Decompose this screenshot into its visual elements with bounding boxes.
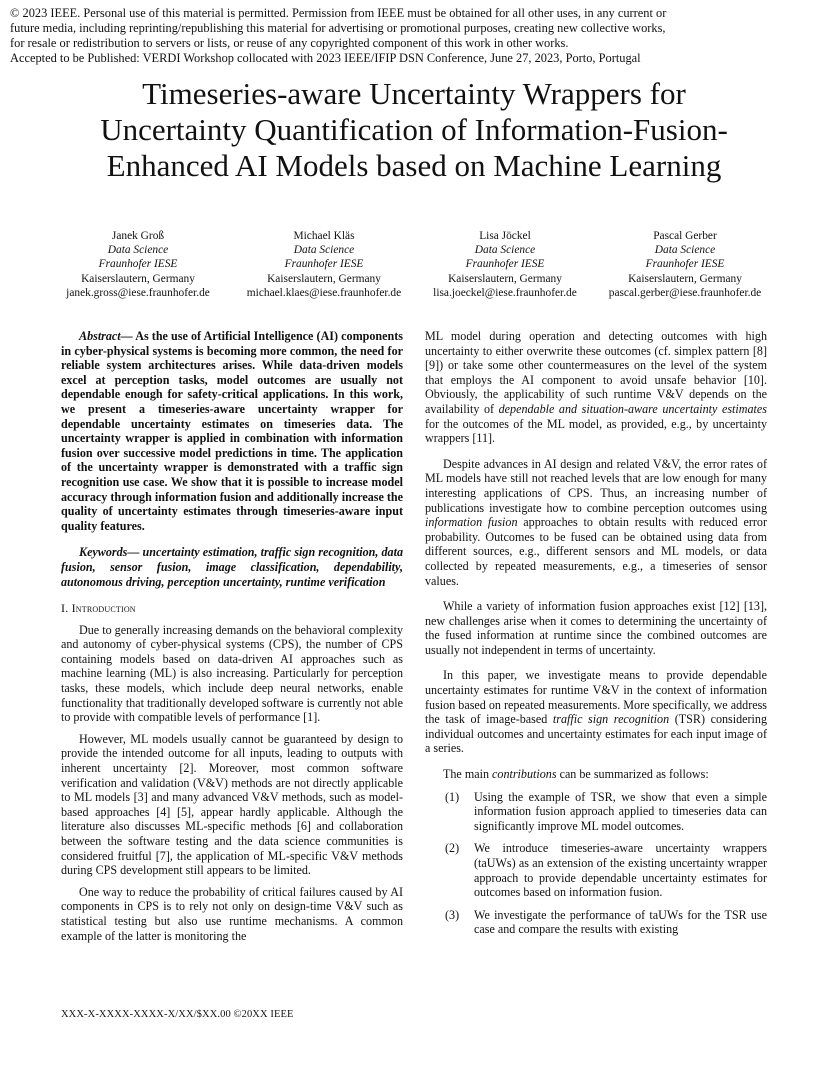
- text-run: ML model during operation and detecting outcomes with high uncertainty to either overwrite these outcomes (cf. simplex pattern [8] [9]) or take some other countermeasures on the level of the system that employs the AI component to avoid unsafe behavior [10]. Obviously, the applicability of such runtime V&V depends on the availability of: [425, 329, 767, 416]
- author-org: Fraunhofer IESE: [465, 258, 545, 271]
- list-text: We investigate the performance of taUWs for the TSR use case and compare the results with existing: [474, 907, 767, 937]
- copyright-notice: [10, 6, 822, 66]
- list-number: (1): [445, 789, 460, 804]
- contributions-list: [425, 790, 767, 937]
- list-item: [425, 841, 767, 899]
- paragraph: Due to generally increasing demands on the behavioral complexity and autonomy of cyber-physical systems (CPS), the number of CPS containing models based on data-driven AI approaches such as machine learning (ML) is also increasing. Particularly for perception tasks, these models, which include deep neural networks, enable functionality that traditionally developed software is currently not able to provide with compatible levels of performance [1].: [61, 622, 403, 725]
- copyright-line: future media, including reprinting/republishing this material for advertising or promotional purposes, creating new collective works,: [10, 21, 666, 35]
- author-city: Kaiserslautern, Germany: [628, 272, 742, 285]
- title-line: Uncertainty Quantification of Information-Fusion-: [100, 112, 728, 147]
- author-dept: Data Science: [654, 244, 716, 257]
- text-run: for the outcomes of the ML model, as provided, e.g., by uncertainty wrappers [11].: [425, 416, 767, 446]
- author-email: janek.gross@iese.fraunhofer.de: [66, 286, 210, 299]
- text-run: can be summarized as follows:: [556, 767, 709, 782]
- emphasis: dependable and situation-aware uncertainty estimates: [498, 401, 767, 416]
- author-org: Fraunhofer IESE: [98, 258, 178, 271]
- list-item: [425, 790, 767, 834]
- author-dept: Data Science: [107, 244, 169, 257]
- author-name: Lisa Jöckel: [479, 230, 531, 242]
- paragraph: While a variety of information fusion approaches exist [12] [13], new challenges arise when it comes to determining the uncertainty of the fused information at runtime since the combined outcomes are usually not independent in terms of uncertainty.: [425, 599, 767, 657]
- abstract-lead: Abstract—: [79, 329, 133, 343]
- emphasis: information fusion: [425, 515, 518, 530]
- author-city: Kaiserslautern, Germany: [81, 272, 195, 285]
- author-email: pascal.gerber@iese.fraunhofer.de: [608, 286, 762, 299]
- paragraph: One way to reduce the probability of critical failures caused by AI components in CPS is to rely not only on design-time V&V such as statistical testing but also use runtime mechanisms. A common example of the latter is monitoring the: [61, 884, 403, 943]
- list-text: Using the example of TSR, we show that even a simple information fusion approach applied to timeseries data can significantly improve ML model outcomes.: [474, 789, 767, 833]
- section-title: Introduction: [71, 601, 136, 616]
- author-dept: Data Science: [293, 244, 355, 257]
- list-item: [425, 908, 767, 937]
- author-block: [234, 229, 414, 300]
- text-run: (TSR) considering individual outcomes and uncertainty estimates for each input image of a series.: [425, 712, 767, 756]
- list-text: We introduce timeseries-aware uncertainty wrappers (taUWs) as an extension of the existing uncertainty wrapper approach to provide dependable uncertainty estimates for outcomes based on information fusion.: [474, 841, 767, 900]
- list-number: (2): [445, 841, 460, 856]
- left-column: [61, 329, 403, 943]
- paragraph: [425, 668, 767, 756]
- author-name: Michael Kläs: [293, 230, 355, 242]
- paragraph: However, ML models usually cannot be guaranteed by design to provide the intended outcome for all inputs, leading to outputs with inherent uncertainty [2]. Moreover, most common software verification and validation (V&V) methods are not directly applicable to ML models [3] and many advanced V&V methods, such as model-based approaches [4] [5], appear hardly applicable. Although the literature also discusses ML-specific methods [6] and collaboration between the software testing and the data science communities is considered fruitful [7], the application of ML-specific V&V methods during CPS development still appears to be limited.: [61, 731, 403, 878]
- text-run: In this paper, we investigate means to provide dependable uncertainty estimates for runtime V&V in the context of information fusion based on repeated measurements. More specifically, we address the task of image-based: [425, 668, 767, 727]
- section-numeral: I.: [61, 601, 69, 616]
- author-block: [420, 229, 590, 300]
- author-name: Janek Groß: [111, 230, 165, 242]
- emphasis: traffic sign recognition: [552, 712, 670, 727]
- text-run: approaches to obtain results with reduced error probability. Outcomes to be fused can be obtained using data from different sources, e.g., different sensors and ML models, or data collected by repeated measurements, e.g., a timeseries of sensor values.: [425, 515, 767, 588]
- abstract-text: As the use of Artificial Intelligence (AI) components in cyber-physical systems is becoming more common, the need for reliable system architectures arises. While data-driven models excel at perception tasks, model outcomes are usually not dependable enough for safety-critical applications. In this work, we present a timeseries-aware uncertainty wrapper for dependable uncertainty estimates on timeseries data. The uncertainty wrapper is applied in combination with information fusion over successive model predictions in time. The application of the uncertainty wrapper is demonstrated with a traffic sign recognition use case. We show that it is possible to increase model accuracy through information fusion and additionally increase the quality of uncertainty estimates through timeseries-aware input quality features.: [61, 329, 403, 533]
- paragraph: [425, 767, 767, 782]
- author-city: Kaiserslautern, Germany: [448, 272, 562, 285]
- footer-copyright: XXX-X-XXXX-XXXX-X/XX/$XX.00 ©20XX IEEE: [61, 1009, 294, 1020]
- text-run: Despite advances in AI design and related V&V, the error rates of ML models have still not reached levels that are low enough for many interesting applications of CPS. Thus, an increasing number of publications investigate how to combine perception outcomes using: [425, 456, 767, 515]
- title-line: Enhanced AI Models based on Machine Learning: [106, 148, 722, 183]
- author-dept: Data Science: [474, 244, 536, 257]
- right-column: [425, 329, 767, 945]
- keywords-text: uncertainty estimation, traffic sign recognition, data fusion, sensor fusion, image classification, dependability, autonomous driving, perception uncertainty, runtime verification: [61, 545, 403, 589]
- author-email: lisa.joeckel@iese.fraunhofer.de: [433, 286, 577, 299]
- author-city: Kaiserslautern, Germany: [267, 272, 381, 285]
- paragraph: [425, 457, 767, 588]
- abstract: [61, 329, 403, 533]
- copyright-line: for resale or redistribution to servers or lists, or reuse of any copyrighted component of this work in other works.: [10, 36, 569, 50]
- list-number: (3): [445, 907, 460, 922]
- keywords-lead: Keywords—: [79, 545, 140, 560]
- author-name: Pascal Gerber: [653, 230, 717, 242]
- author-org: Fraunhofer IESE: [284, 258, 364, 271]
- text-run: The main: [443, 767, 493, 782]
- author-block: [52, 229, 224, 300]
- paper-title: [40, 76, 788, 184]
- copyright-line: © 2023 IEEE. Personal use of this material is permitted. Permission from IEEE must be obtained for all other uses, in any current or: [10, 6, 667, 20]
- section-heading: [61, 601, 403, 616]
- author-org: Fraunhofer IESE: [645, 258, 725, 271]
- title-line: Timeseries-aware Uncertainty Wrappers for: [142, 76, 686, 111]
- emphasis: contributions: [492, 767, 557, 782]
- author-block: [596, 229, 774, 300]
- paragraph: [425, 329, 767, 446]
- author-email: michael.klaes@iese.fraunhofer.de: [246, 286, 402, 299]
- keywords: [61, 545, 403, 589]
- acceptance-line: Accepted to be Published: VERDI Workshop collocated with 2023 IEEE/IFIP DSN Conference, June 27, 2023, Porto, Portugal: [10, 51, 641, 65]
